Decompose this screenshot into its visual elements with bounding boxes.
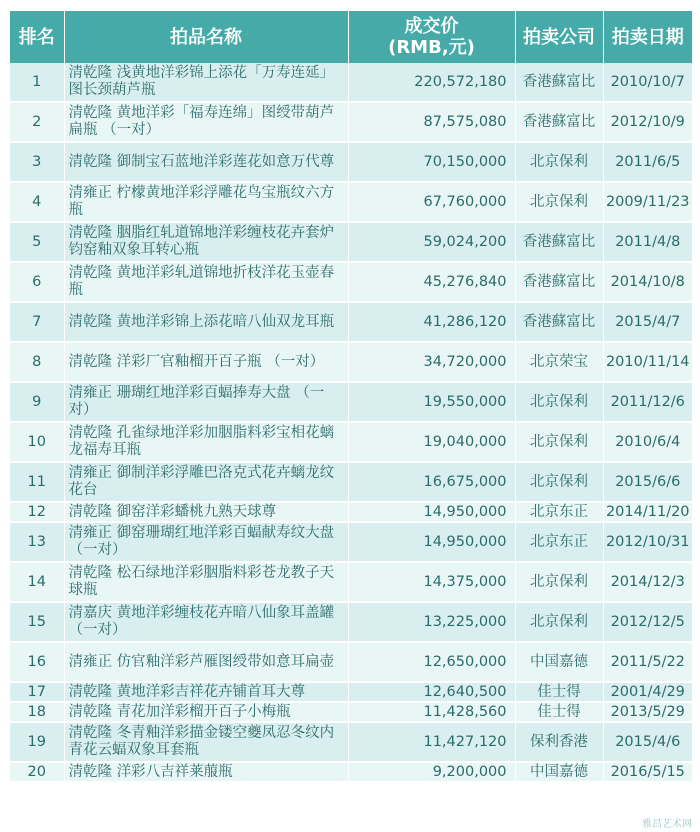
cell-date: 2010/10/7 — [603, 63, 692, 102]
table-row — [10, 562, 692, 602]
cell-price: 45,276,840 — [348, 262, 515, 302]
header-rank: 排名 — [10, 11, 64, 63]
header-name: 拍品名称 — [64, 11, 348, 63]
cell-rank: 4 — [10, 182, 64, 222]
cell-rank: 14 — [10, 562, 64, 602]
cell-name: 清雍正 御制洋彩浮雕巴洛克式花卉螭龙纹花台 — [64, 462, 348, 502]
cell-price: 9,200,000 — [348, 762, 515, 782]
cell-price: 70,150,000 — [348, 142, 515, 182]
table-row — [10, 63, 692, 102]
cell-company: 佳士得 — [515, 682, 603, 702]
table-row — [10, 722, 692, 762]
cell-company: 北京保利 — [515, 182, 603, 222]
table-row — [10, 422, 692, 462]
cell-date: 2013/5/29 — [603, 702, 692, 722]
cell-date: 2011/4/8 — [603, 222, 692, 262]
cell-name: 清乾隆 冬青釉洋彩描金镂空夔凤忍冬纹内青花云蝠双象耳套瓶 — [64, 722, 348, 762]
table-row — [10, 302, 692, 342]
cell-date: 2009/11/23 — [603, 182, 692, 222]
cell-date: 2014/10/8 — [603, 262, 692, 302]
table-row — [10, 762, 692, 782]
cell-price: 34,720,000 — [348, 342, 515, 382]
cell-price: 19,550,000 — [348, 382, 515, 422]
cell-date: 2015/4/6 — [603, 722, 692, 762]
cell-company: 香港蘇富比 — [515, 222, 603, 262]
header-price-line2: (RMB,元) — [388, 37, 475, 58]
cell-rank: 16 — [10, 642, 64, 682]
cell-date: 2016/5/15 — [603, 762, 692, 782]
cell-price: 11,427,120 — [348, 722, 515, 762]
cell-company: 香港蘇富比 — [515, 262, 603, 302]
table-body — [10, 63, 692, 782]
cell-date: 2011/5/22 — [603, 642, 692, 682]
header-price-line1: 成交价 — [404, 16, 459, 37]
cell-price: 14,950,000 — [348, 522, 515, 562]
watermark: 雅昌艺术网 — [642, 819, 692, 830]
cell-date: 2015/6/6 — [603, 462, 692, 502]
cell-rank: 8 — [10, 342, 64, 382]
cell-rank: 9 — [10, 382, 64, 422]
cell-name: 清乾隆 黄地洋彩「福寿连绵」图绶带葫芦扁瓶 （一对） — [64, 102, 348, 142]
header-company: 拍卖公司 — [515, 11, 603, 63]
cell-name: 清乾隆 胭脂红轧道锦地洋彩缠枝花卉套炉钧窑釉双象耳转心瓶 — [64, 222, 348, 262]
table-row — [10, 382, 692, 422]
cell-name: 清雍正 仿官釉洋彩芦雁图绶带如意耳扁壶 — [64, 642, 348, 682]
cell-rank: 17 — [10, 682, 64, 702]
table-row — [10, 142, 692, 182]
cell-name: 清嘉庆 黄地洋彩缠枝花卉暗八仙象耳盖罐 （一对） — [64, 602, 348, 642]
auction-table-container — [10, 11, 692, 783]
cell-company: 香港蘇富比 — [515, 302, 603, 342]
cell-rank: 2 — [10, 102, 64, 142]
cell-company: 北京保利 — [515, 422, 603, 462]
cell-rank: 20 — [10, 762, 64, 782]
cell-rank: 12 — [10, 502, 64, 522]
cell-rank: 11 — [10, 462, 64, 502]
header-date: 拍卖日期 — [603, 11, 692, 63]
cell-rank: 3 — [10, 142, 64, 182]
cell-date: 2010/6/4 — [603, 422, 692, 462]
cell-name: 清雍正 珊瑚红地洋彩百蝠捧寿大盘 （一对） — [64, 382, 348, 422]
cell-company: 北京东正 — [515, 522, 603, 562]
table-row — [10, 522, 692, 562]
cell-company: 保利香港 — [515, 722, 603, 762]
cell-price: 12,640,500 — [348, 682, 515, 702]
cell-company: 北京东正 — [515, 502, 603, 522]
cell-company: 北京保利 — [515, 462, 603, 502]
cell-rank: 10 — [10, 422, 64, 462]
cell-name: 清乾隆 浅黄地洋彩锦上添花「万寿连延」图长颈葫芦瓶 — [64, 63, 348, 102]
cell-date: 2011/6/5 — [603, 142, 692, 182]
cell-company: 中国嘉德 — [515, 642, 603, 682]
cell-company: 北京保利 — [515, 382, 603, 422]
cell-rank: 1 — [10, 63, 64, 102]
cell-company: 香港蘇富比 — [515, 63, 603, 102]
cell-price: 16,675,000 — [348, 462, 515, 502]
cell-company: 北京保利 — [515, 562, 603, 602]
cell-company: 香港蘇富比 — [515, 102, 603, 142]
cell-date: 2012/10/9 — [603, 102, 692, 142]
cell-date: 2014/12/3 — [603, 562, 692, 602]
cell-name: 清乾隆 黄地洋彩吉祥花卉铺首耳大尊 — [64, 682, 348, 702]
cell-date: 2012/12/5 — [603, 602, 692, 642]
table-row — [10, 222, 692, 262]
table-row — [10, 262, 692, 302]
cell-price: 59,024,200 — [348, 222, 515, 262]
cell-rank: 15 — [10, 602, 64, 642]
cell-name: 清乾隆 黄地洋彩轧道锦地折枝洋花玉壶春瓶 — [64, 262, 348, 302]
cell-date: 2015/4/7 — [603, 302, 692, 342]
cell-name: 清乾隆 御窑洋彩蟠桃九熟天球尊 — [64, 502, 348, 522]
cell-rank: 18 — [10, 702, 64, 722]
cell-rank: 5 — [10, 222, 64, 262]
header-row — [10, 11, 692, 63]
cell-name: 清乾隆 青花加洋彩榴开百子小梅瓶 — [64, 702, 348, 722]
cell-name: 清雍正 柠檬黄地洋彩浮雕花鸟宝瓶纹六方瓶 — [64, 182, 348, 222]
cell-name: 清乾隆 洋彩八吉祥莱菔瓶 — [64, 762, 348, 782]
cell-price: 13,225,000 — [348, 602, 515, 642]
cell-date: 2001/4/29 — [603, 682, 692, 702]
cell-price: 220,572,180 — [348, 63, 515, 102]
cell-name: 清乾隆 孔雀绿地洋彩加胭脂料彩宝相花螭龙福寿耳瓶 — [64, 422, 348, 462]
cell-name: 清乾隆 松石绿地洋彩胭脂料彩苍龙教子天球瓶 — [64, 562, 348, 602]
cell-name: 清乾隆 黄地洋彩锦上添花暗八仙双龙耳瓶 — [64, 302, 348, 342]
cell-rank: 6 — [10, 262, 64, 302]
cell-price: 87,575,080 — [348, 102, 515, 142]
cell-price: 12,650,000 — [348, 642, 515, 682]
cell-price: 11,428,560 — [348, 702, 515, 722]
table-row — [10, 602, 692, 642]
cell-company: 中国嘉德 — [515, 762, 603, 782]
cell-date: 2011/12/6 — [603, 382, 692, 422]
table-row — [10, 682, 692, 702]
cell-price: 67,760,000 — [348, 182, 515, 222]
cell-price: 14,950,000 — [348, 502, 515, 522]
cell-price: 41,286,120 — [348, 302, 515, 342]
cell-rank: 19 — [10, 722, 64, 762]
cell-rank: 13 — [10, 522, 64, 562]
cell-rank: 7 — [10, 302, 64, 342]
cell-name: 清乾隆 御制宝石蓝地洋彩莲花如意万代尊 — [64, 142, 348, 182]
cell-company: 北京保利 — [515, 602, 603, 642]
table-row — [10, 502, 692, 522]
cell-price: 14,375,000 — [348, 562, 515, 602]
table-row — [10, 462, 692, 502]
table-row — [10, 182, 692, 222]
cell-company: 北京荣宝 — [515, 342, 603, 382]
cell-date: 2012/10/31 — [603, 522, 692, 562]
table-row — [10, 642, 692, 682]
cell-date: 2010/11/14 — [603, 342, 692, 382]
cell-name: 清乾隆 洋彩厂官釉榴开百子瓶 （一对） — [64, 342, 348, 382]
header-price — [348, 11, 515, 63]
table-row — [10, 702, 692, 722]
cell-company: 佳士得 — [515, 702, 603, 722]
cell-name: 清雍正 御窑珊瑚红地洋彩百蝠献寿纹大盘 （一对） — [64, 522, 348, 562]
auction-ranking-table — [10, 11, 692, 783]
table-row — [10, 342, 692, 382]
cell-price: 19,040,000 — [348, 422, 515, 462]
cell-date: 2014/11/20 — [603, 502, 692, 522]
table-row — [10, 102, 692, 142]
cell-company: 北京保利 — [515, 142, 603, 182]
